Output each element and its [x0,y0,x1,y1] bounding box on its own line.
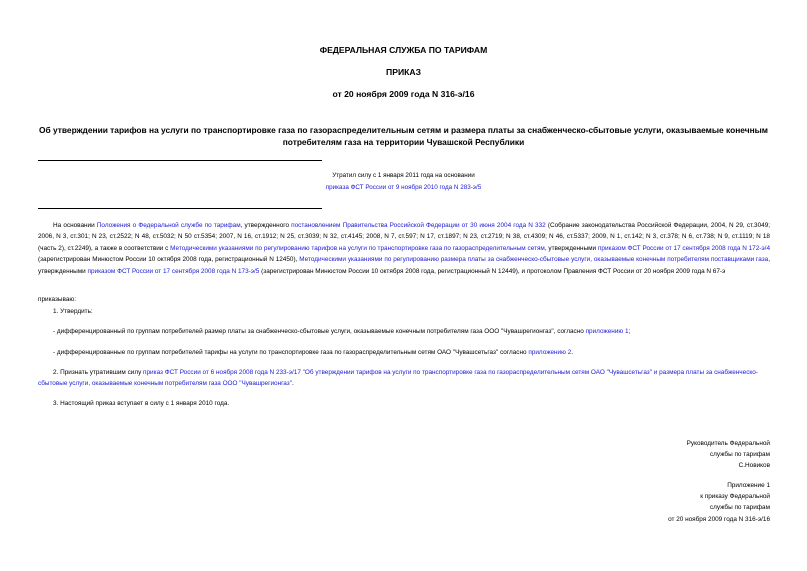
item-2-end: . [291,380,294,387]
preamble-text-6: , утвержденными [38,256,771,275]
item-2 [38,367,770,389]
preamble-text-2: , утвержденного [240,222,292,229]
divider-top [38,160,322,161]
divider-bottom [38,208,322,209]
appendix-ref-1: к приказу Федеральной [700,493,770,501]
preamble-link-order-173[interactable]: приказом ФСТ России от 17 сентября 2008 года N 173-э/5 [87,267,260,275]
item-1b [38,347,770,358]
status-note-text: Утратил силу с 1 января 2011 года на основании [332,172,475,179]
preamble-link-regulation[interactable]: Положения о Федеральной службе по тарифам [96,222,241,229]
preamble-text-3: (Собрание законодательства Российской Федерации, 2004, N 29, ст.3049; 2006, N 3, ст.301; N 23, ст.2522; N 48, ст.5032; N 50 ст.5354; 2007, N 16, ст.1912; N 25, ст.3039; N 32, ст.4145; 2008, N 7, ст.597; N 17, ст.1897; N 23, ст.2719; N 38, ст.4309; N 46, ст.5337; 2009, N 1, ст.142; N 3, ст.378; N 6, ст.738; N 9, ст.1119; N 18 (часть 2), ст.2249), а также в соответствии с [38,222,771,252]
preamble-link-government-decree[interactable]: постановлением Правительства Российской Федерации от 30 июня 2004 года N 332 [291,222,546,229]
appendix-number: Приложение 1 [727,482,770,489]
signature-block [510,438,770,472]
item-1b-end: . [571,349,574,356]
preamble-link-methodical-supply[interactable]: Методическими указаниями по регулированию размера платы за снабженческо-сбытовые услуги, оказываемые конечным потребителям поставщиками газа [299,256,769,264]
appendix-1-link[interactable]: приложению 1 [585,328,629,335]
preamble-text-7: (зарегистрирован Минюстом России 10 октября 2008 года, регистрационный N 12449), и протоколом Правления ФСТ России от 20 ноября 2009 года N 67-э [259,267,726,275]
item-2-text: 2. Признать утратившим силу [53,369,144,376]
appendix-ref-3: от 20 ноября 2009 года N 316-э/16 [668,515,770,523]
preamble-paragraph [38,220,770,277]
item-1b-text: - дифференцированные по группам потребителей тарифы на услуги по транспортировке газа по газораспределительным сетям ОАО "Чувашсетьгаз" согласно [53,349,529,356]
appendix-ref-2: службы по тарифам [709,504,770,512]
agency-heading: ФЕДЕРАЛЬНАЯ СЛУЖБА ПО ТАРИФАМ [319,45,488,55]
preamble-text-1: На основании [53,222,97,229]
preamble-text-5: (зарегистрирован Минюстом России 10 октября 2008 года, регистрационный N 12450), [38,256,300,264]
signature-name: С.Новиков [738,462,770,470]
doc-type-heading: ПРИКАЗ [386,67,421,77]
item-1a [38,326,770,337]
preamble-link-order-172[interactable]: приказом ФСТ России от 17 сентября 2008 года N 172-э/4 [597,244,770,252]
doc-title: Об утверждении тарифов на услуги по транспортировке газа по газораспределительным сетям и размера платы за снабженческо-сбытовые услуги, оказываемые конечным потребителям газа на территории Чувашской Республики [39,125,768,147]
repealed-order-link[interactable]: приказ ФСТ России от 6 ноября 2008 года N 233-э/17 "Об утверждении тарифов на услуги по транспортировке газа по газораспределительным сетям ОАО "Чувашсетьгаз" и размера платы за снабженческо-сбытовые услуги, оказываемые конечным потребителям газа ООО "Чувашрегионгаз" [38,369,758,387]
doc-date-number: от 20 ноября 2009 года N 316-э/16 [332,89,475,99]
status-note [200,170,607,194]
item-1: 1. Утвердить: [53,308,93,315]
signature-agency: службы по тарифам [709,451,770,459]
item-1a-end: ; [628,328,631,335]
orders-line: приказываю: [38,296,76,303]
item-3: 3. Настоящий приказ вступает в силу с 1 января 2010 года. [53,400,230,407]
signature-position: Руководитель Федеральной [686,440,770,447]
item-1a-text: - дифференцированный по группам потребителей размер платы за снабженческо-сбытовые услуги, оказываемые конечным потребителям газа ООО "Чувашрегионгаз", согласно [53,328,586,335]
appendix-2-link[interactable]: приложению 2 [528,349,572,356]
status-note-link[interactable]: приказа ФСТ России от 9 ноября 2010 года N 283-э/5 [325,184,482,191]
preamble-text-4: , утвержденными [544,244,598,252]
preamble-link-methodical-transport[interactable]: Методическими указаниями по регулированию тарифов на услуги по транспортировке газа по газораспределительным сетям [170,244,545,252]
appendix-heading [510,480,770,525]
